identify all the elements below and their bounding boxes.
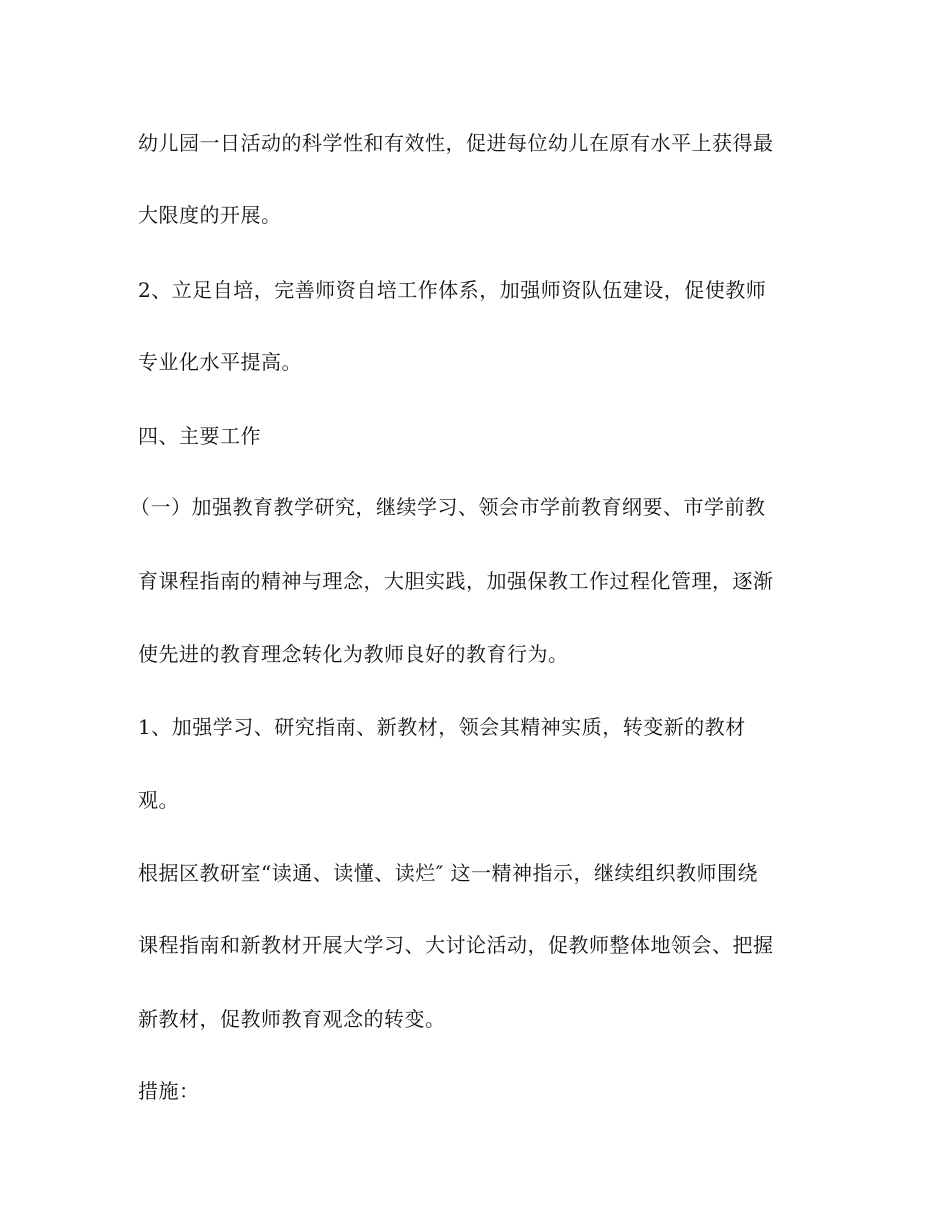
- paragraph-line: 根据区教研室“读通、读懂、读烂″ 这一精神指示，继续组织教师围绕: [138, 861, 759, 885]
- paragraph-line: 新教材，促教师教育观念的转变。: [138, 1007, 446, 1031]
- paragraph-line: 1、加强学习、研究指南、新教材，领会其精神实质，转变新的教材: [138, 715, 746, 739]
- paragraph-line: 大限度的开展。: [138, 203, 282, 227]
- measures-label: 措施：: [138, 1079, 200, 1103]
- paragraph-line: 课程指南和新教材开展大学习、大讨论活动，促教师整体地领会、把握: [138, 933, 774, 957]
- paragraph-line: 使先进的教育理念转化为教师良好的教育行为。: [138, 642, 569, 666]
- paragraph-line: 观。: [138, 788, 179, 812]
- paragraph-line: 2、立足自培，完善师资自培工作体系，加强师资队伍建设，促使教师: [138, 278, 767, 302]
- section-heading: 四、主要工作: [138, 424, 261, 448]
- subsection-heading: （一）加强教育教学研究，继续学习、领会市学前教育纲要、市学前教: [130, 495, 766, 519]
- paragraph-line: 专业化水平提高。: [138, 350, 302, 374]
- paragraph-line: 幼儿园一日活动的科学性和有效性，促进每位幼儿在原有水平上获得最: [138, 131, 774, 155]
- paragraph-line: 育课程指南的精神与理念，大胆实践，加强保教工作过程化管理，逐渐: [138, 569, 774, 593]
